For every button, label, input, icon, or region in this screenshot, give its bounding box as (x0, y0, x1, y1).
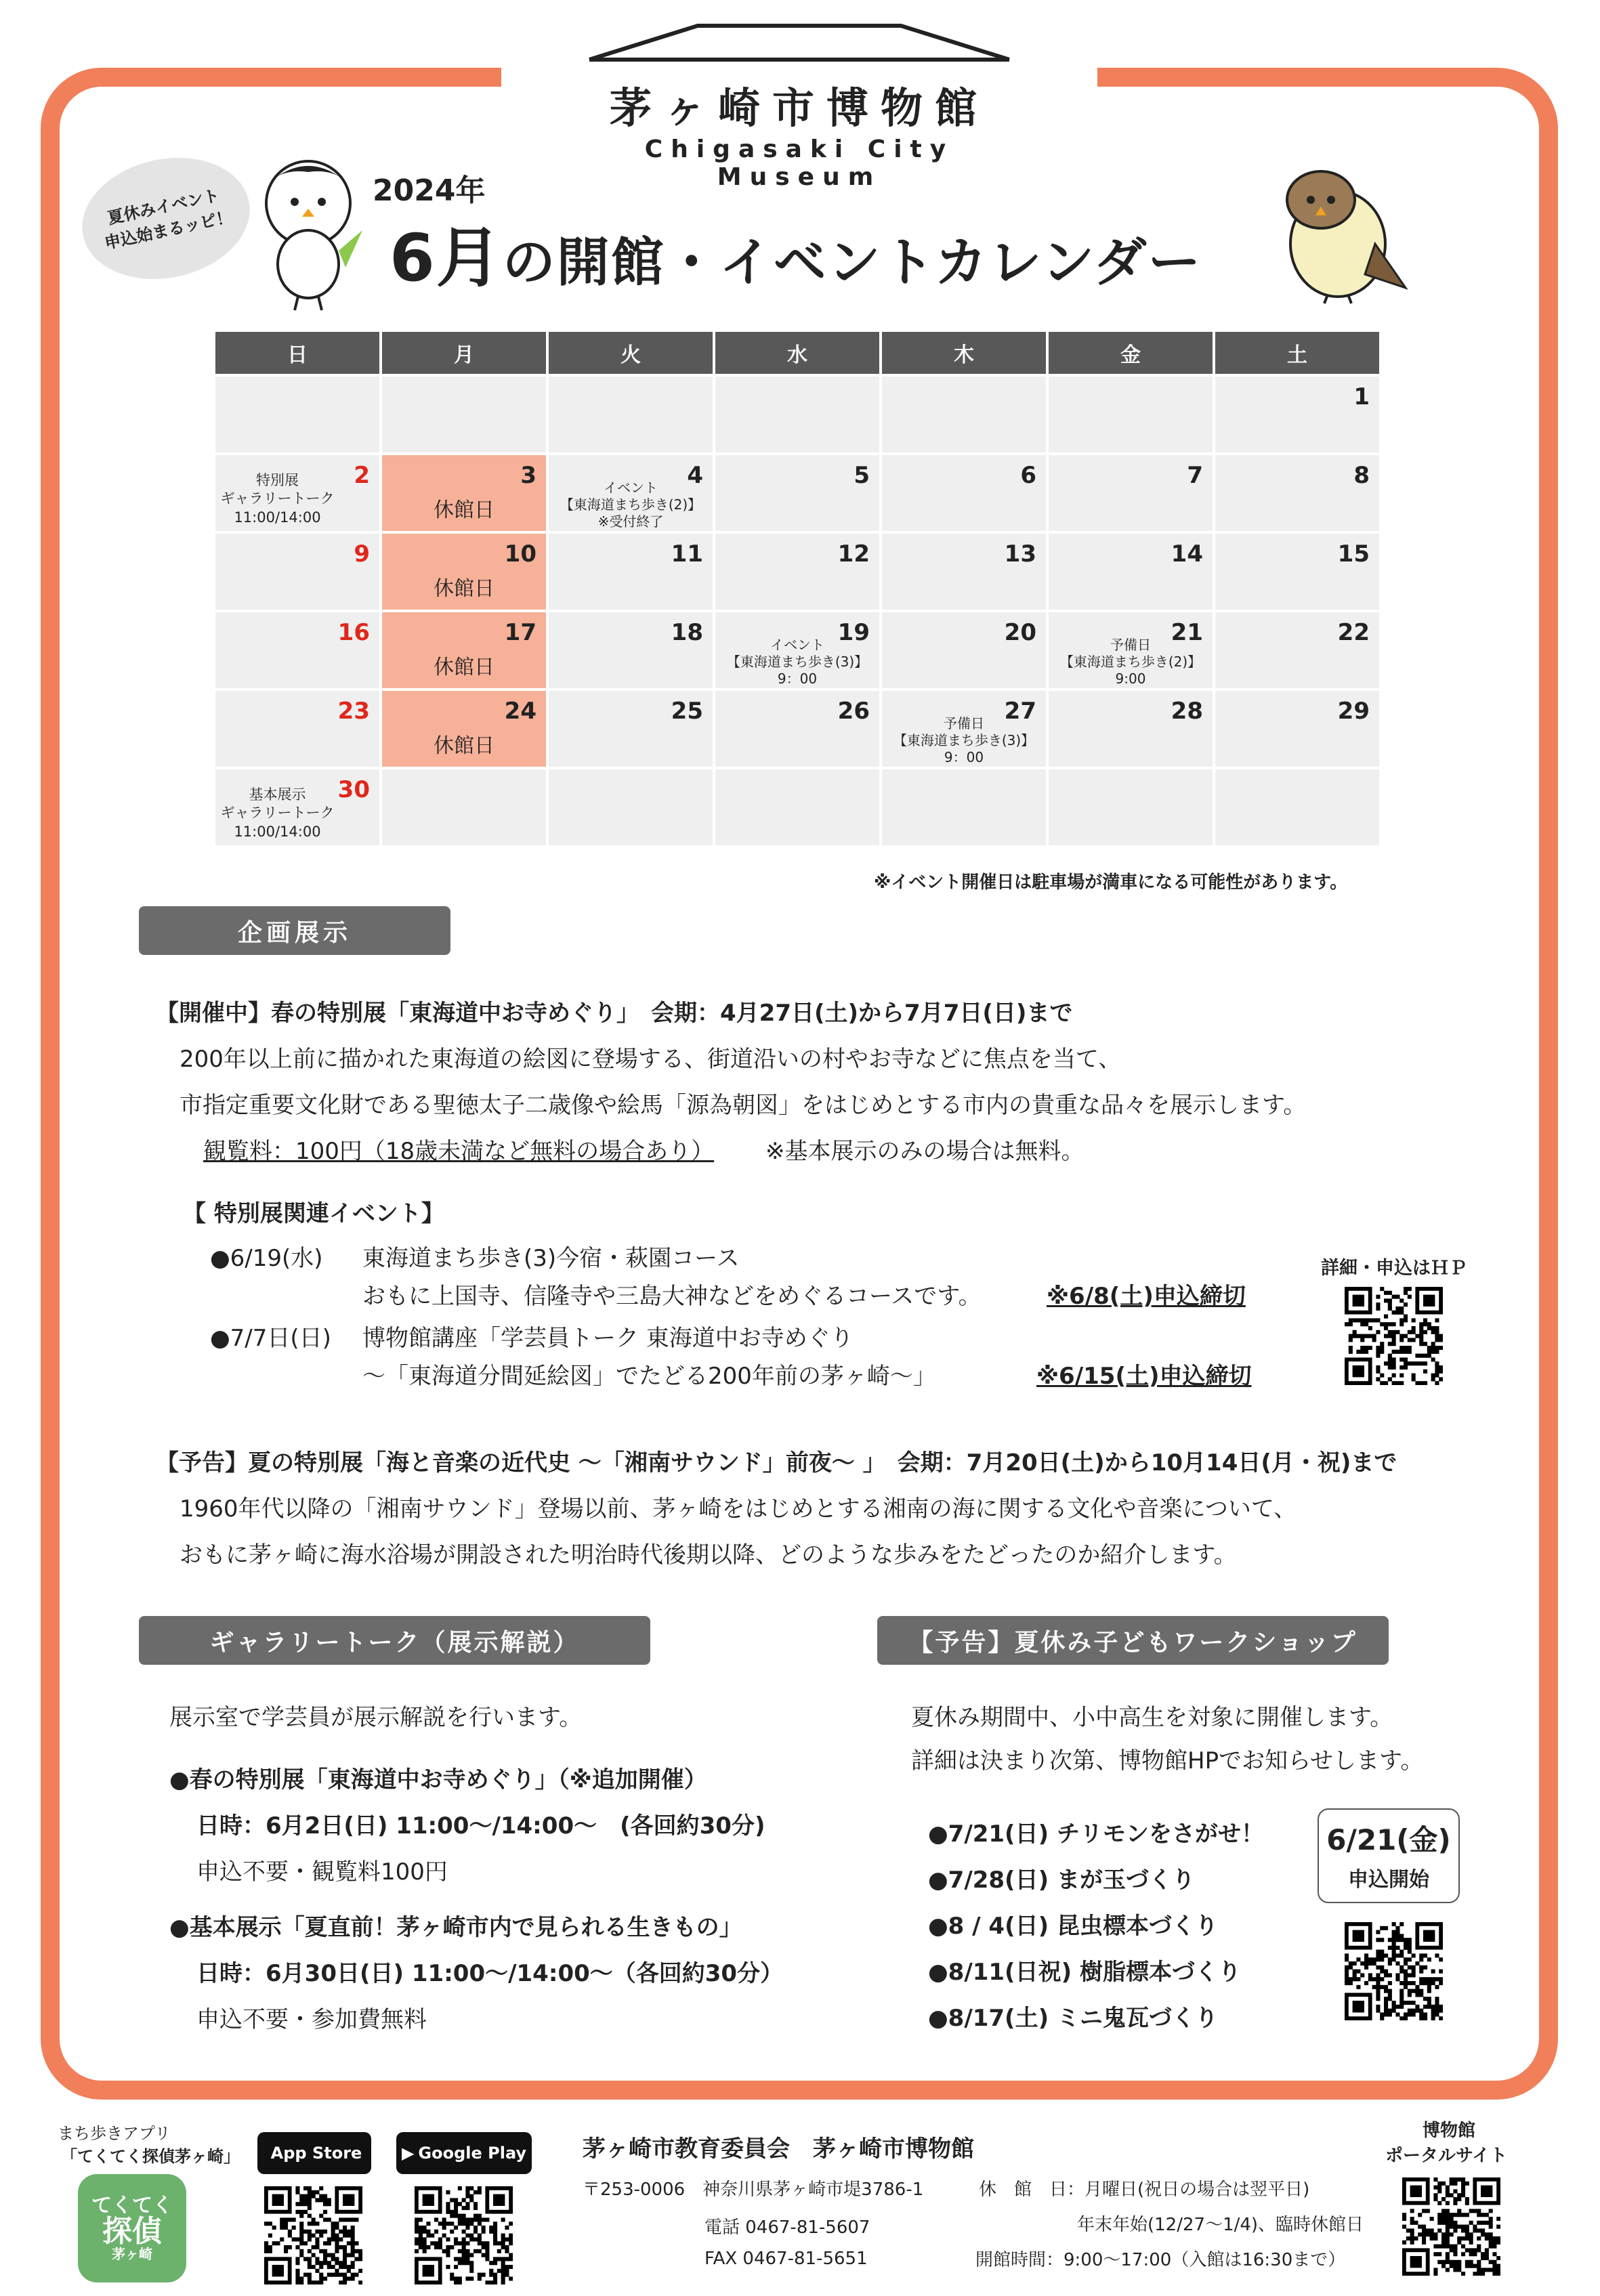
event2-line1: 博物館講座「学芸員トーク 東海道中お寺めぐり (362, 1325, 854, 1352)
fee-text: 観覧料：100円（18歳未満など無料の場合あり） (203, 1138, 715, 1165)
day-event-note: 予備日 【東海道まち歩き(3)】 9：00 (893, 715, 1035, 765)
app-store-badge[interactable] (257, 2132, 371, 2174)
calendar-day-cell (715, 612, 879, 688)
qr-label: 詳細・申込はＨＰ (1321, 1258, 1467, 1279)
workshop-item-2: ●7/28(日) まが玉づくり (928, 1867, 1195, 1894)
telephone: 電話 0467-81-5607 (704, 2217, 870, 2238)
closed-days: 休 館 日：月曜日(祝日の場合は翌平日) (979, 2180, 1310, 2200)
calendar-week (215, 455, 1381, 531)
day-number: 3 (520, 462, 536, 489)
current-exhibit-title: 【開催中】春の特別展「東海道中お寺めぐり」 会期：4月27日(土)から7月7日(日)まで (156, 1000, 1073, 1027)
day-number: 16 (337, 619, 370, 646)
title-rest: の開館・イベントカレンダー (502, 232, 1202, 293)
closed-day-label: 休館日 (434, 577, 494, 601)
day-number: 28 (1171, 698, 1203, 725)
gallery-talk2-title: ●基本展示「夏直前！茅ヶ崎市内で見られる生きもの」 (169, 1914, 742, 1941)
calendar-day-cell (715, 534, 879, 610)
day-number: 12 (837, 540, 870, 568)
app-icon-line3: 茅ヶ崎 (112, 2246, 152, 2263)
calendar-header (215, 332, 1381, 374)
upcoming-exhibit-title: 【予告】夏の特別展「海と音楽の近代史 ～「湘南サウンド」前夜～ 」 会期：7月20日(土)から10月14日(月・祝)まで (156, 1449, 1397, 1476)
title-month: 6月 (390, 220, 503, 296)
day-number: 2 (354, 462, 370, 489)
weekday-header: 火 (549, 332, 713, 374)
calendar-day-cell (1049, 691, 1213, 767)
calendar-day-cell (549, 377, 713, 452)
gallery-talk1-note: 申込不要・観覧料100円 (196, 1858, 448, 1886)
google-play-qr-code[interactable] (415, 2186, 513, 2284)
closed-day-label: 休館日 (434, 656, 494, 679)
calendar-day-cell (382, 534, 546, 610)
play-icon: ▶ (401, 2144, 415, 2163)
calendar-day-cell (382, 691, 546, 767)
fee-note: ※基本展示のみの場合は無料。 (765, 1138, 1085, 1165)
day-number: 7 (1187, 462, 1203, 489)
page-title (390, 207, 1202, 299)
day-number: 15 (1337, 540, 1370, 568)
bird-mascot-icon (251, 149, 366, 312)
day-event-note: イベント 【東海道まち歩き(3)】 9：00 (726, 637, 868, 687)
day-number: 17 (504, 619, 536, 646)
portal-label1: 博物館 (1423, 2121, 1476, 2141)
day-number: 6 (1020, 462, 1036, 489)
calendar-day-cell (215, 691, 379, 767)
calendar-day-cell (549, 455, 713, 531)
app-store-label: App Store (270, 2144, 362, 2163)
event1-line1: 東海道まち歩き(3)今宿・萩園コース (362, 1245, 740, 1272)
weekday-header: 日 (215, 332, 379, 374)
logo-ja: 茅ヶ崎市博物館 (609, 83, 989, 133)
calendar-day-cell (1215, 455, 1379, 531)
calendar-week (215, 612, 1381, 688)
calendar-note: ※イベント開催日は駐車場が満車になる可能性があります。 (874, 872, 1348, 893)
day-number: 4 (687, 462, 703, 489)
calendar-body (215, 377, 1381, 845)
weekday-header: 月 (382, 332, 546, 374)
day-number: 9 (354, 540, 370, 568)
closed-days-2: 年末年始(12/27～1/4)、臨時休館日 (1077, 2215, 1364, 2235)
day-number: 29 (1337, 698, 1370, 725)
calendar-day-cell (215, 769, 379, 845)
calendar-day-cell (382, 455, 546, 531)
weekday-header: 木 (882, 332, 1046, 374)
calendar-day-cell (1049, 769, 1213, 845)
year-label: 2024年 (373, 173, 486, 208)
event1-line2: おもに上国寺、信隆寺や三島大神などをめぐるコースです。 (362, 1283, 982, 1310)
gallery-talk1-title: ●春の特別展「東海道中お寺めぐり」（※追加開催） (169, 1766, 707, 1793)
day-number: 11 (671, 540, 703, 568)
day-number: 22 (1337, 619, 1370, 646)
upcoming-line1: 1960年代以降の「湘南サウンド」登場以前、茅ヶ崎をはじめとする湘南の海に関する文化や音楽について、 (180, 1495, 1297, 1523)
opening-hours: 開館時間：9:00～17:00（入館は16:30まで） (975, 2250, 1346, 2270)
upcoming-line2: おもに茅ヶ崎に海水浴場が開設された明治時代後期以降、どのような歩みをたどったのか紹介します。 (180, 1542, 1237, 1569)
calendar-day-cell (1215, 534, 1379, 610)
weekday-header: 水 (715, 332, 879, 374)
app-caption1: まち歩きアプリ (58, 2124, 171, 2143)
weekday-header: 金 (1049, 332, 1213, 374)
day-number: 19 (837, 619, 870, 646)
calendar-day-cell (215, 455, 379, 531)
day-number: 5 (854, 462, 870, 489)
workshop-label: 【予告】夏休み子どもワークショップ (877, 1616, 1389, 1665)
portal-label2: ポータルサイト (1385, 2146, 1508, 2166)
calendar (215, 332, 1381, 845)
day-event-note: 特別展 ギャラリートーク 11:00/14:00 (220, 472, 335, 526)
calendar-day-cell (549, 612, 713, 688)
calendar-day-cell (882, 455, 1046, 531)
event1-date: ●6/19(水) (210, 1245, 323, 1272)
gallery-talk-label: ギャラリートーク（展示解説） (139, 1616, 650, 1665)
workshop-intro2: 詳細は決まり次第、博物館HPでお知らせします。 (911, 1747, 1424, 1774)
tekuteku-app-icon[interactable] (78, 2174, 186, 2282)
day-event-note: イベント 【東海道まち歩き(2)】 ※受付終了 (560, 480, 702, 530)
closed-day-label: 休館日 (434, 498, 494, 522)
calendar-day-cell (215, 377, 379, 452)
day-number: 27 (1004, 698, 1036, 725)
bubble-text: 夏休みイベント 申込始まるッピ！ (102, 185, 234, 253)
application-start-badge (1318, 1808, 1460, 1903)
calendar-week (215, 377, 1381, 452)
day-number: 25 (671, 698, 703, 725)
logo-en: Chigasaki City Museum (644, 135, 954, 191)
day-number: 23 (337, 698, 370, 725)
museum-logo (583, 20, 1016, 191)
calendar-day-cell (715, 691, 879, 767)
day-number: 13 (1004, 540, 1036, 568)
calendar-day-cell (382, 769, 546, 845)
google-play-badge[interactable] (396, 2132, 532, 2174)
calendar-day-cell (1049, 534, 1213, 610)
event2-date: ●7/7日(日) (210, 1325, 331, 1352)
calendar-day-cell (549, 534, 713, 610)
calendar-day-cell (1215, 691, 1379, 767)
calendar-day-cell (1049, 377, 1213, 452)
day-number: 1 (1353, 383, 1370, 410)
day-number: 30 (337, 776, 370, 803)
event2-deadline: ※6/15(土)申込締切 (1036, 1363, 1252, 1390)
day-number: 24 (504, 698, 536, 725)
event1-deadline: ※6/8(土)申込締切 (1047, 1283, 1246, 1310)
day-number: 26 (837, 698, 870, 725)
gallery-talk2-note: 申込不要・参加費無料 (196, 2006, 427, 2033)
calendar-day-cell (715, 377, 879, 452)
calendar-day-cell (1215, 377, 1379, 452)
address: 〒253-0006 神奈川県茅ヶ崎市堤3786-1 (583, 2180, 924, 2200)
calendar-day-cell (382, 612, 546, 688)
google-play-label: Google Play (418, 2144, 527, 2163)
day-event-note: 予備日 【東海道まち歩き(2)】 9:00 (1059, 637, 1202, 687)
portal-qr-code[interactable] (1402, 2177, 1500, 2276)
day-number: 18 (671, 619, 703, 646)
calendar-day-cell (549, 769, 713, 845)
workshop-item-4: ●8/11(日祝) 樹脂標本づくり (928, 1959, 1241, 1986)
weekday-header: 土 (1215, 332, 1379, 374)
badge-text: 申込開始 (1348, 1868, 1429, 1892)
current-exhibit-line1: 200年以上前に描かれた東海道の絵図に登場する、街道沿いの村やお寺などに焦点を当て、 (180, 1046, 1122, 1073)
calendar-day-cell (382, 377, 546, 452)
calendar-day-cell (1215, 769, 1379, 845)
calendar-day-cell (882, 377, 1046, 452)
workshop-item-5: ●8/17(土) ミニ鬼瓦づくり (928, 2005, 1218, 2032)
day-number: 14 (1171, 540, 1203, 568)
calendar-day-cell (882, 534, 1046, 610)
app-caption2: 「てくてく探偵茅ヶ崎」 (61, 2147, 240, 2166)
day-number: 20 (1004, 619, 1036, 646)
calendar-day-cell (215, 534, 379, 610)
calendar-day-cell (715, 455, 879, 531)
exhibition-label: 企画展示 (139, 906, 450, 955)
day-number: 21 (1171, 619, 1203, 646)
calendar-day-cell (1215, 612, 1379, 688)
event2-line2: ～「東海道分間延絵図」でたどる200年前の茅ヶ崎～」 (362, 1363, 936, 1390)
day-event-note: 基本展示 ギャラリートーク 11:00/14:00 (220, 786, 335, 840)
exhibition-qr-code[interactable] (1345, 1287, 1443, 1385)
sparrow-mascot-icon (1273, 163, 1409, 305)
workshop-qr-code[interactable] (1345, 1922, 1443, 2020)
gallery-talk1-time: 日時：6月2日(日) 11:00～/14:00～ (各回約30分) (196, 1812, 765, 1840)
related-events-title: 【 特別展関連イベント】 (183, 1200, 444, 1227)
gallery-intro: 展示室で学芸員が展示解説を行います。 (169, 1704, 583, 1731)
organization-name: 茅ヶ崎市教育委員会 茅ヶ崎市博物館 (583, 2135, 974, 2163)
calendar-day-cell (1049, 612, 1213, 688)
closed-day-label: 休館日 (434, 734, 494, 758)
app-icon-line1: てくてく (91, 2193, 173, 2217)
roof-icon (583, 20, 1016, 68)
calendar-day-cell (215, 612, 379, 688)
current-exhibit-line2: 市指定重要文化財である聖徳太子二歳像や絵馬「源為朝図」をはじめとする市内の貴重な品々を展示します。 (180, 1092, 1307, 1119)
calendar-day-cell (1049, 455, 1213, 531)
calendar-week (215, 691, 1381, 767)
calendar-week (215, 534, 1381, 610)
fax: FAX 0467-81-5651 (704, 2249, 868, 2269)
gallery-talk2-time: 日時：6月30日(日) 11:00～/14:00～（各回約30分） (196, 1960, 784, 1987)
day-number: 8 (1353, 462, 1370, 489)
badge-date: 6/21(金) (1326, 1823, 1451, 1856)
day-number: 10 (504, 540, 536, 568)
workshop-item-3: ●8 / 4(日) 昆虫標本づくり (928, 1913, 1218, 1940)
calendar-day-cell (549, 691, 713, 767)
calendar-day-cell (882, 612, 1046, 688)
calendar-day-cell (715, 769, 879, 845)
app-icon-line2: 探偵 (102, 2214, 162, 2249)
calendar-day-cell (882, 769, 1046, 845)
calendar-day-cell (882, 691, 1046, 767)
app-store-qr-code[interactable] (264, 2186, 362, 2284)
workshop-item-1: ●7/21(日) チリモンをさがせ！ (928, 1821, 1264, 1848)
calendar-week (215, 769, 1381, 845)
workshop-intro1: 夏休み期間中、小中高生を対象に開催します。 (911, 1704, 1393, 1731)
